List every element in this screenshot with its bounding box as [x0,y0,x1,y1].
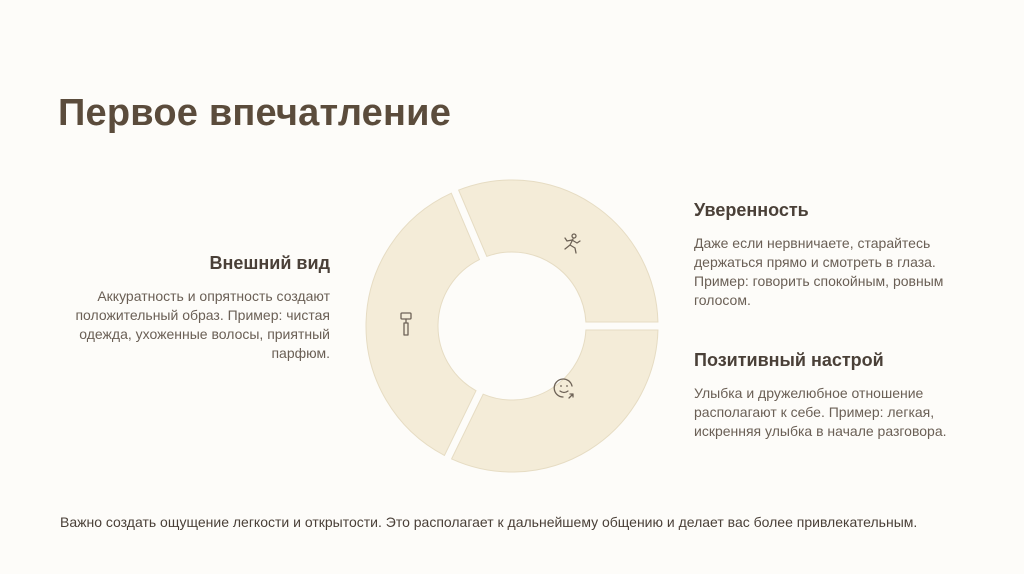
appearance-text: Аккуратность и опрятность создают положительный образ. Пример: чистая одежда, ухоженные волосы, приятный парфюм. [75,288,330,361]
confidence-heading: Уверенность [694,200,809,220]
appearance-heading: Внешний вид [209,253,330,273]
slide-title: Первое впечатление [58,92,452,134]
section-appearance [70,253,330,363]
confidence-text: Даже если нервничаете, старайтесь держаться прямо и смотреть в глаза. Пример: говорить спокойным, ровным голосом. [694,235,944,308]
section-confidence [694,200,964,310]
section-positive [694,350,964,441]
cycle-diagram [350,178,674,474]
positive-text: Улыбка и дружелюбное отношение располагают к себе. Пример: легкая, искренняя улыбка в начале разговора. [694,385,947,439]
positive-heading: Позитивный настрой [694,350,884,370]
segment-appearance [366,193,479,455]
segment-confidence [459,180,658,322]
footer-note: Важно создать ощущение легкости и открытости. Это располагает к дальнейшему общению и делает вас более привлекательным. [60,514,918,530]
segment-positive [452,330,658,472]
